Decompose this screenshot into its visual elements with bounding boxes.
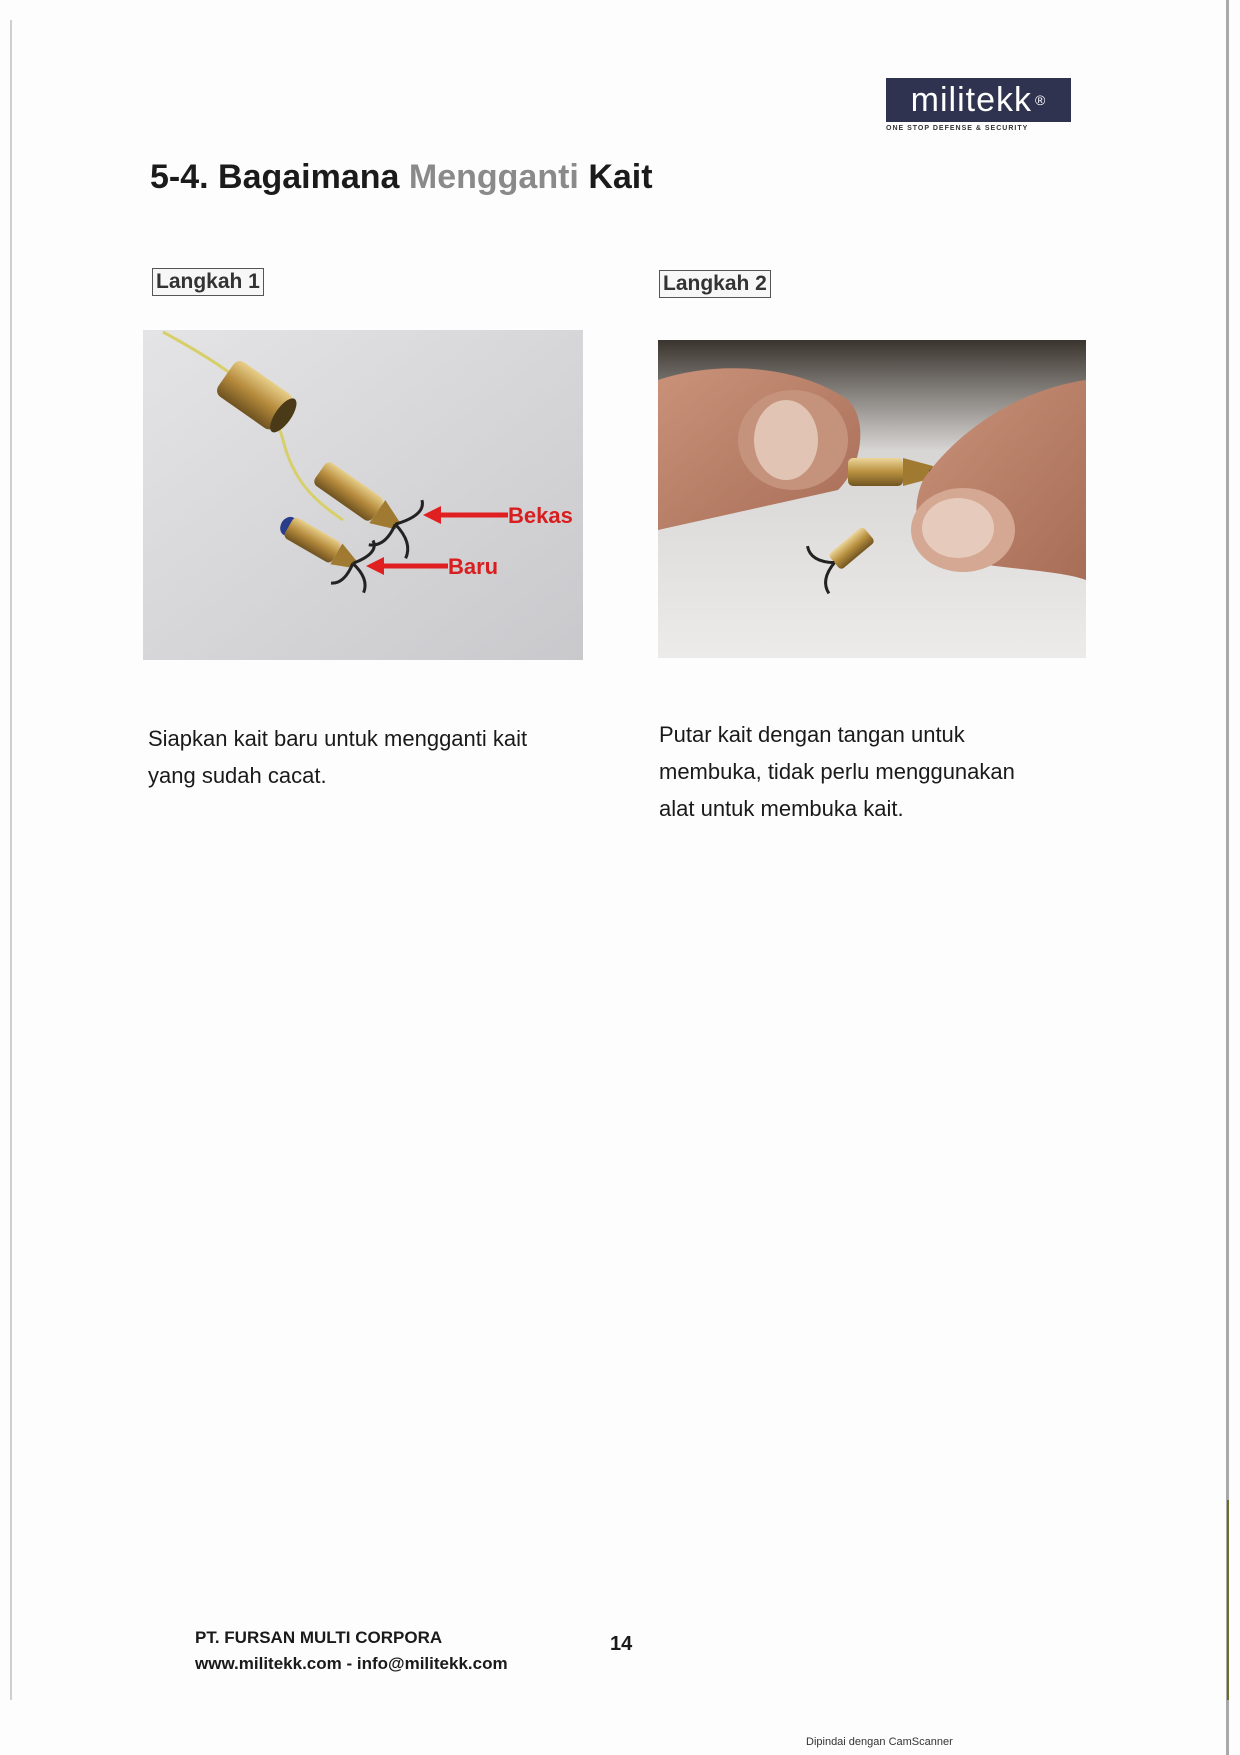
footer-contact: www.militekk.com - info@militekk.com [195,1654,508,1673]
step-2-caption-line-3: alat untuk membuka kait. [659,796,904,821]
page-title [150,158,653,197]
page-number: 14 [610,1633,633,1655]
title-suffix: Kait [578,158,653,196]
footer [195,1625,508,1677]
title-prefix: 5-4. Bagaimana [150,158,409,196]
step-2-caption [659,716,1089,827]
step-1-caption [148,720,598,794]
step-1-photo [143,330,583,660]
step-1-caption-line-2: yang sudah cacat. [148,763,327,788]
scanner-watermark: Dipindai dengan CamScanner [806,1736,953,1748]
footer-company: PT. FURSAN MULTI CORPORA [195,1628,443,1647]
step-2-photo-illustration [658,340,1086,658]
step-1-caption-line-1: Siapkan kait baru untuk mengganti kait [148,726,528,751]
step-1-photo-illustration [143,330,583,660]
militekk-logo [886,78,1071,122]
logo-registered-mark: ® [1035,92,1047,108]
step-2-label: Langkah 2 [659,270,771,298]
step-2-caption-line-1: Putar kait dengan tangan untuk [659,722,965,747]
title-faded-word: Mengganti [408,158,579,196]
scan-edge-right-shadow [1227,1500,1229,1700]
step-2-photo [658,340,1086,658]
logo-name: militekk [910,80,1032,119]
step-2-caption-line-2: membuka, tidak perlu menggunakan [659,759,1015,784]
logo-tagline: ONE STOP DEFENSE & SECURITY [886,125,1029,132]
scan-edge-right [1226,0,1229,1755]
step-1-label: Langkah 1 [152,268,264,296]
label-bekas: Bekas [508,503,573,528]
label-baru: Baru [448,554,499,579]
scan-edge-left [10,20,12,1700]
